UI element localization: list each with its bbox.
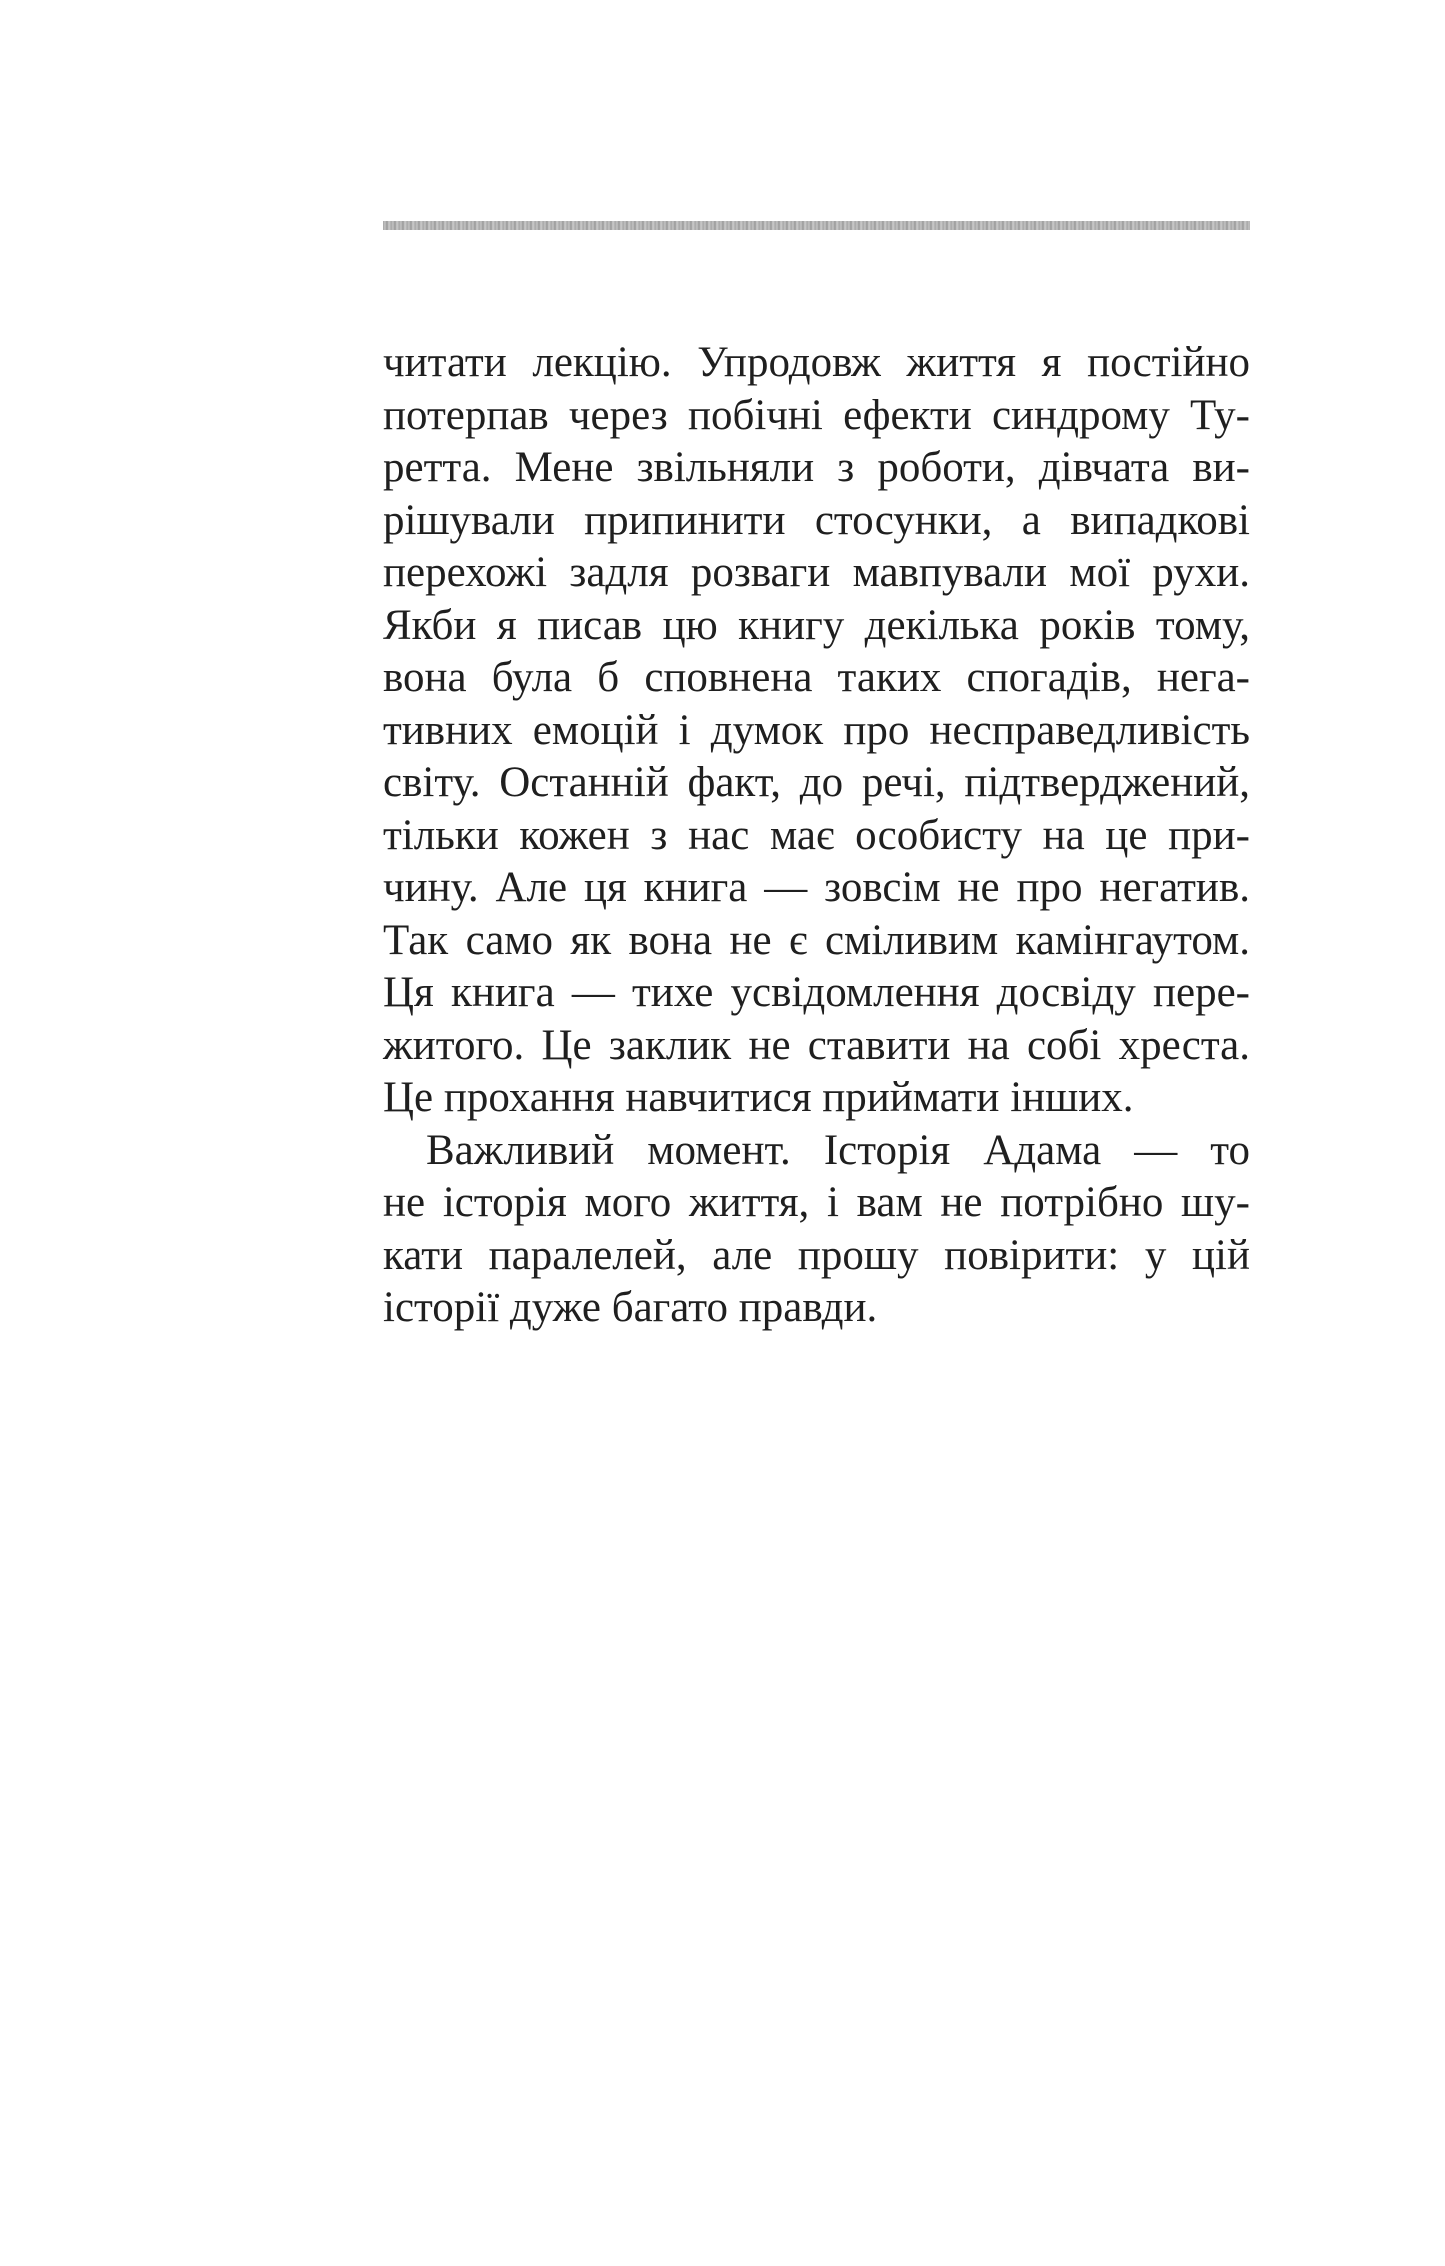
text-line: тивних емоцій і думок про несправедливість — [383, 706, 1250, 754]
text-line: вона була б сповнена таких спогадів, нега- — [383, 654, 1250, 701]
text-line: кати паралелей, але прошу повірити: у цій — [383, 1231, 1250, 1279]
text-line: рішували припинити стосунки, а випадкові — [383, 496, 1250, 544]
text-line: Це прохання навчитися приймати інших. — [383, 1074, 1134, 1121]
text-line: Так само як вона не є сміливим камінгаутом. — [383, 916, 1250, 964]
text-line: тільки кожен з нас має особисту на це при- — [383, 811, 1250, 859]
paragraph-1 — [383, 337, 1250, 1125]
text-line: чину. Але ця книга — зовсім не про негатив. — [383, 864, 1250, 911]
text-line: потерпав через побічні ефекти синдрому Ту- — [383, 391, 1250, 439]
text-line: світу. Останній факт, до речі, підтверджений, — [383, 759, 1250, 806]
text-line: ретта. Мене звільняли з роботи, дівчата ви- — [383, 444, 1250, 491]
text-line: Важливий момент. Історія Адама — то — [426, 1126, 1250, 1174]
text-line: не історія мого життя, і вам не потрібно шу- — [383, 1179, 1250, 1226]
header-rule — [383, 221, 1250, 230]
text-line: Ця книга — тихе усвідомлення досвіду пере- — [383, 969, 1250, 1016]
text-line: житого. Це заклик не ставити на собі хреста. — [383, 1021, 1250, 1069]
paragraph-2 — [383, 1125, 1250, 1335]
body-text — [383, 337, 1250, 1335]
text-line: читати лекцію. Упродовж життя я постійно — [383, 339, 1250, 386]
text-line: перехожі задля розваги мавпували мої рухи. — [383, 549, 1250, 596]
text-line: Якби я писав цю книгу декілька років тому, — [383, 601, 1250, 649]
text-line: історії дуже багато правди. — [383, 1284, 878, 1331]
